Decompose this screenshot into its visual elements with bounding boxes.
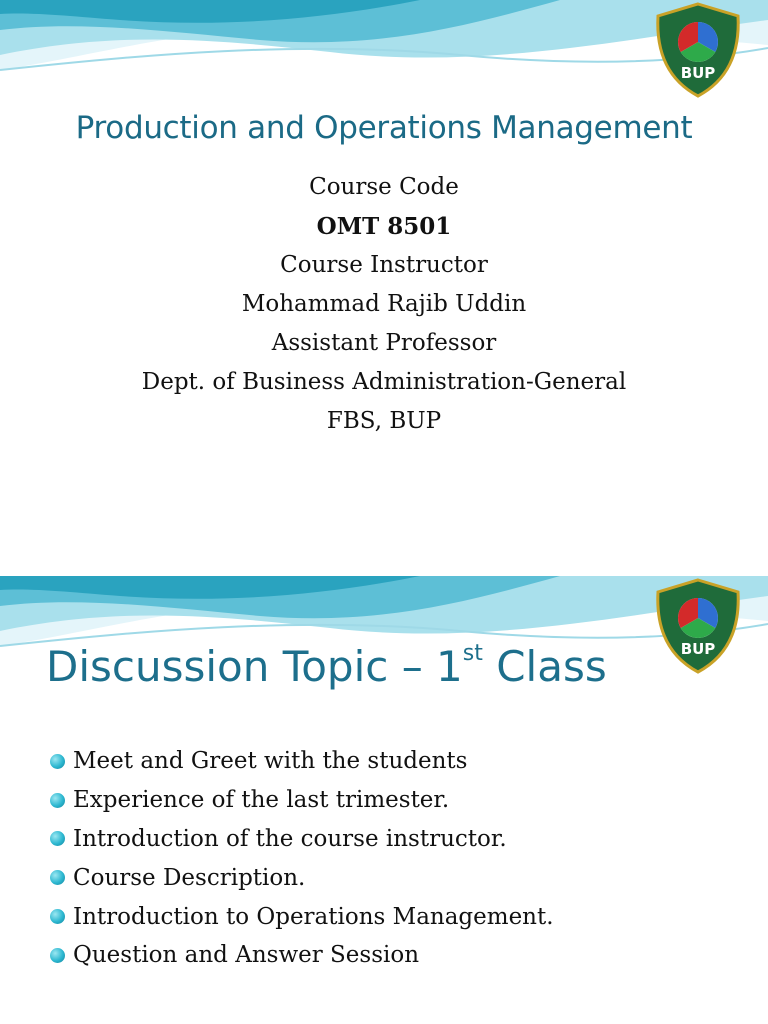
bullet-icon — [50, 793, 65, 808]
bup-logo-icon — [652, 2, 744, 98]
course-code: OMT 8501 — [316, 213, 452, 240]
title-main: Discussion Topic – 1 — [46, 642, 463, 691]
list-item-text: Experience of the last trimester. — [73, 787, 450, 814]
logo-text: BUP — [680, 640, 716, 658]
list-item-text: Introduction of the course instructor. — [73, 825, 507, 852]
instructor-label: Course Instructor — [280, 252, 488, 278]
bullet-icon — [50, 909, 65, 924]
logo-text: BUP — [680, 64, 716, 82]
slide-discussion — [0, 512, 768, 1024]
list-item — [50, 820, 554, 859]
slide-title-heading: Production and Operations Management — [75, 110, 693, 146]
discussion-title — [46, 642, 607, 691]
course-code-label: Course Code — [309, 174, 459, 200]
topic-list — [50, 742, 554, 975]
bullet-icon — [50, 831, 65, 846]
title-superscript: st — [462, 641, 483, 666]
list-item-text: Introduction to Operations Management. — [73, 903, 554, 930]
list-item-text: Meet and Greet with the students — [73, 748, 468, 775]
list-item — [50, 781, 554, 820]
list-item-text: Course Description. — [73, 864, 306, 891]
list-item — [50, 897, 554, 936]
instructor-name: Mohammad Rajib Uddin — [241, 291, 527, 317]
bullet-icon — [50, 948, 65, 963]
instructor-title: Assistant Professor — [271, 330, 497, 356]
slide-gap — [0, 512, 768, 576]
bup-logo-icon — [652, 578, 744, 674]
title-end: Class — [482, 642, 607, 691]
list-item — [50, 742, 554, 781]
list-item-text: Question and Answer Session — [73, 942, 420, 969]
department: Dept. of Business Administration-General — [141, 369, 627, 395]
list-item — [50, 858, 554, 897]
bullet-icon — [50, 870, 65, 885]
list-item — [50, 936, 554, 975]
faculty: FBS, BUP — [326, 408, 442, 434]
course-info — [0, 168, 768, 441]
bullet-icon — [50, 754, 65, 769]
